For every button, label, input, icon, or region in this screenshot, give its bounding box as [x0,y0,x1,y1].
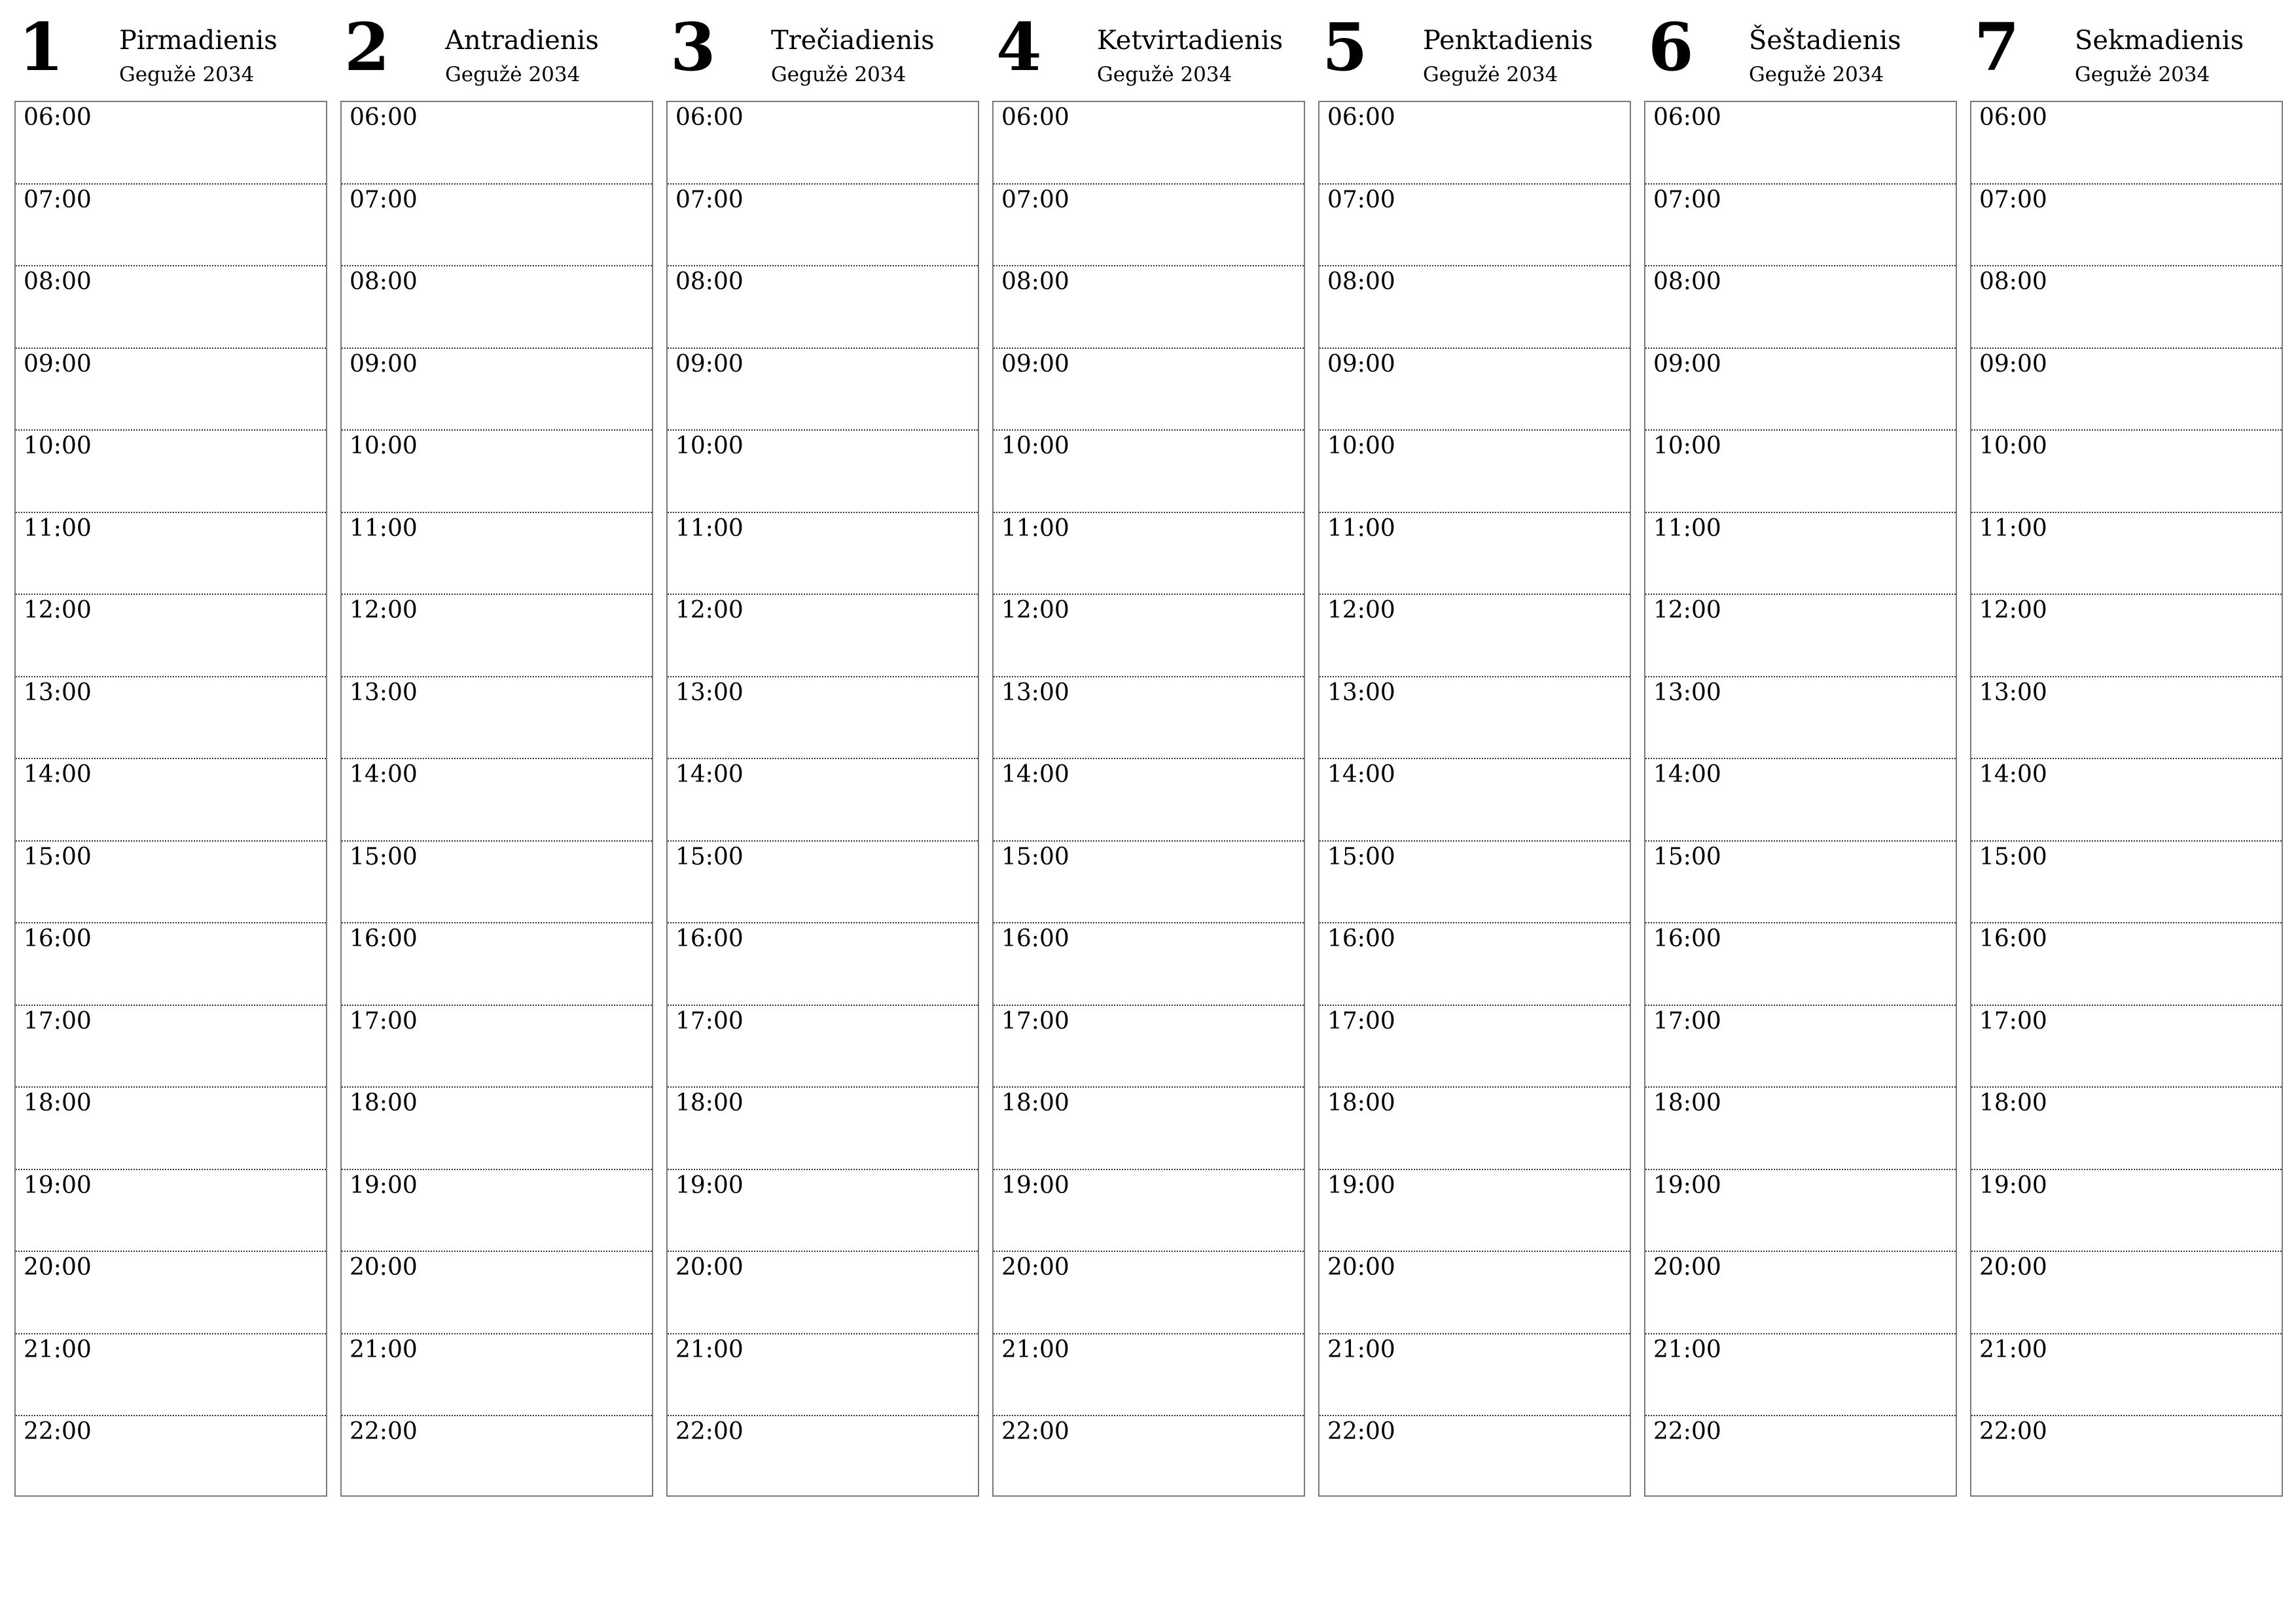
hour-slot [1645,1088,1956,1170]
hour-slot [668,1252,978,1334]
hour-label: 21:00 [1979,1336,2047,1363]
hour-slot [1645,842,1956,924]
hour-slot [342,1170,652,1253]
day-name: Pirmadienis [119,26,278,56]
hour-label: 12:00 [1653,597,1721,624]
hour-slot [342,1334,652,1417]
hour-label: 07:00 [1001,186,1069,213]
hour-label: 15:00 [675,843,744,870]
hour-label: 12:00 [24,597,92,624]
hour-label: 07:00 [24,186,92,213]
month-year-label: Gegužė 2034 [1423,63,1558,86]
hour-label: 18:00 [675,1090,744,1116]
hour-label: 06:00 [675,104,744,131]
hour-slot [1319,595,1630,677]
hour-slot [994,1334,1304,1417]
hour-label: 19:00 [1327,1171,1395,1199]
hour-slot [1971,431,2282,513]
hour-label: 10:00 [1001,433,1069,459]
hour-slot [1645,1170,1956,1253]
hour-slot [668,102,978,185]
hour-label: 14:00 [350,761,418,788]
hour-slot [342,923,652,1006]
hour-slot [1319,1170,1630,1253]
hour-slot [1319,349,1630,431]
hour-label: 16:00 [1653,925,1721,952]
hour-label: 10:00 [1327,433,1395,459]
hour-label: 15:00 [350,843,418,870]
hour-slot [994,1416,1304,1521]
hour-slot [994,1170,1304,1253]
hour-slot [1971,759,2282,842]
hour-slot [16,1006,326,1088]
hour-slot [1971,1006,2282,1088]
hour-label: 09:00 [675,350,744,378]
hour-slot [994,1252,1304,1334]
hour-slot [342,677,652,760]
hour-label: 08:00 [1653,268,1721,295]
hour-label: 22:00 [1653,1418,1721,1445]
hour-slot [668,1088,978,1170]
hour-slot [994,102,1304,185]
hour-slot [994,1088,1304,1170]
hour-label: 17:00 [350,1007,418,1035]
hour-label: 17:00 [24,1007,92,1035]
hour-slot [1971,102,2282,185]
day-number: 6 [1648,9,1694,86]
hour-slot [994,759,1304,842]
hour-label: 15:00 [1001,843,1069,870]
hour-slot [342,431,652,513]
hour-label: 20:00 [1653,1254,1721,1281]
hour-label: 06:00 [1979,104,2047,131]
hour-label: 17:00 [1979,1007,2047,1035]
hour-slot [16,759,326,842]
hour-slot [668,1416,978,1521]
hour-slot [342,349,652,431]
hour-slot [342,266,652,349]
hour-label: 11:00 [24,514,92,542]
hour-slot [994,513,1304,596]
day-name: Penktadienis [1423,26,1593,56]
hour-label: 20:00 [1001,1254,1069,1281]
hour-slot [668,349,978,431]
hour-slot [1319,102,1630,185]
hour-label: 08:00 [1327,268,1395,295]
day-name: Ketvirtadienis [1097,26,1283,56]
hour-slot [1971,677,2282,760]
hour-label: 08:00 [350,268,418,295]
hour-label: 21:00 [24,1336,92,1363]
hour-label: 21:00 [1001,1336,1069,1363]
hour-label: 13:00 [1653,679,1721,706]
hour-slot [994,923,1304,1006]
hour-label: 15:00 [1979,843,2047,870]
day-number: 7 [1974,9,2020,86]
hour-slot [1645,431,1956,513]
hour-slot [1971,1416,2282,1521]
hour-label: 16:00 [1001,925,1069,952]
hour-label: 08:00 [675,268,744,295]
hour-label: 07:00 [1327,186,1395,213]
hour-label: 09:00 [1653,350,1721,378]
hour-slot [994,677,1304,760]
hour-slot [16,1416,326,1521]
hour-slot [668,923,978,1006]
hour-label: 18:00 [1653,1090,1721,1116]
hour-slot [342,513,652,596]
hour-slot [1319,1006,1630,1088]
hour-slot [994,266,1304,349]
hour-label: 13:00 [1979,679,2047,706]
hour-slot [342,1088,652,1170]
hour-label: 14:00 [1327,761,1395,788]
month-year-label: Gegužė 2034 [119,63,255,86]
hour-slot [1319,1334,1630,1417]
hour-label: 09:00 [1001,350,1069,378]
hour-label: 20:00 [350,1254,418,1281]
hour-slot [994,349,1304,431]
day-number: 2 [344,9,390,86]
hour-slot [1319,1416,1630,1521]
hour-label: 15:00 [1327,843,1395,870]
day-number: 3 [670,9,716,86]
hour-slot [16,842,326,924]
hour-slot [994,842,1304,924]
hour-slot [342,102,652,185]
hour-label: 20:00 [1979,1254,2047,1281]
day-header [340,0,653,98]
hour-label: 10:00 [24,433,92,459]
day-header [1970,0,2283,98]
hour-label: 22:00 [1001,1418,1069,1445]
day-header [1644,0,1957,98]
hour-slot [1645,923,1956,1006]
hour-slot [1971,266,2282,349]
hour-slot [342,1006,652,1088]
hour-label: 10:00 [675,433,744,459]
day-schedule-box [14,101,327,1497]
hour-label: 06:00 [350,104,418,131]
hour-label: 08:00 [1001,268,1069,295]
hour-slot [668,595,978,677]
hour-label: 19:00 [350,1171,418,1199]
hour-label: 11:00 [350,514,418,542]
hour-slot [994,431,1304,513]
hour-label: 20:00 [24,1254,92,1281]
hour-label: 14:00 [1001,761,1069,788]
hour-label: 17:00 [1327,1007,1395,1035]
hour-label: 14:00 [675,761,744,788]
hour-slot [16,1252,326,1334]
day-number: 5 [1322,9,1368,86]
hour-slot [16,102,326,185]
hour-label: 13:00 [1327,679,1395,706]
hour-label: 16:00 [350,925,418,952]
hour-slot [1645,1334,1956,1417]
month-year-label: Gegužė 2034 [1097,63,1232,86]
hour-slot [1319,842,1630,924]
hour-slot [1319,677,1630,760]
hour-slot [1319,923,1630,1006]
hour-slot [1645,102,1956,185]
hour-slot [16,1170,326,1253]
hour-label: 11:00 [675,514,744,542]
hour-slot [16,923,326,1006]
hour-label: 21:00 [675,1336,744,1363]
hour-slot [1645,349,1956,431]
hour-label: 20:00 [675,1254,744,1281]
hour-label: 06:00 [24,104,92,131]
hour-label: 22:00 [675,1418,744,1445]
hour-label: 19:00 [675,1171,744,1199]
hour-slot [994,595,1304,677]
hour-label: 12:00 [1001,597,1069,624]
hour-slot [1319,513,1630,596]
hour-slot [342,842,652,924]
day-name: Antradienis [445,26,599,56]
hour-label: 07:00 [1979,186,2047,213]
hour-label: 19:00 [1653,1171,1721,1199]
hour-slot [1645,759,1956,842]
hour-label: 15:00 [1653,843,1721,870]
hour-label: 21:00 [1653,1336,1721,1363]
hour-slot [994,185,1304,267]
hour-slot [1319,1088,1630,1170]
day-name: Trečiadienis [771,26,935,56]
hour-label: 17:00 [1001,1007,1069,1035]
hour-slot [1971,595,2282,677]
hour-label: 06:00 [1001,104,1069,131]
hour-label: 15:00 [24,843,92,870]
hour-slot [1971,1334,2282,1417]
hour-label: 17:00 [675,1007,744,1035]
day-schedule-box [340,101,653,1497]
hour-slot [668,513,978,596]
hour-slot [1645,185,1956,267]
hour-label: 18:00 [1979,1090,2047,1116]
hour-slot [16,1088,326,1170]
hour-slot [342,759,652,842]
day-header [992,0,1305,98]
hour-label: 21:00 [1327,1336,1395,1363]
month-year-label: Gegužė 2034 [2075,63,2210,86]
hour-slot [342,1252,652,1334]
hour-slot [342,185,652,267]
hour-label: 11:00 [1327,514,1395,542]
hour-slot [1971,1170,2282,1253]
hour-label: 09:00 [1979,350,2047,378]
hour-slot [1971,923,2282,1006]
hour-slot [342,595,652,677]
hour-label: 10:00 [1979,433,2047,459]
day-schedule-box [666,101,979,1497]
day-schedule-box [1970,101,2283,1497]
hour-slot [16,349,326,431]
hour-slot [1319,185,1630,267]
hour-label: 10:00 [350,433,418,459]
hour-slot [668,1006,978,1088]
hour-slot [1645,677,1956,760]
hour-slot [668,759,978,842]
hour-label: 07:00 [1653,186,1721,213]
day-number: 4 [996,9,1042,86]
hour-slot [1319,431,1630,513]
day-schedule-box [992,101,1305,1497]
hour-label: 07:00 [675,186,744,213]
hour-slot [668,677,978,760]
hour-slot [16,1334,326,1417]
hour-label: 13:00 [675,679,744,706]
hour-label: 11:00 [1979,514,2047,542]
hour-slot [1645,513,1956,596]
hour-slot [342,1416,652,1521]
hour-label: 08:00 [24,268,92,295]
day-number: 1 [18,9,64,86]
hour-label: 18:00 [350,1090,418,1116]
hour-label: 13:00 [350,679,418,706]
hour-label: 06:00 [1327,104,1395,131]
hour-slot [16,431,326,513]
hour-label: 09:00 [1327,350,1395,378]
hour-label: 22:00 [1979,1418,2047,1445]
hour-label: 14:00 [1653,761,1721,788]
hour-label: 06:00 [1653,104,1721,131]
hour-label: 16:00 [1327,925,1395,952]
day-header [666,0,979,98]
hour-label: 18:00 [24,1090,92,1116]
hour-label: 16:00 [24,925,92,952]
month-year-label: Gegužė 2034 [771,63,906,86]
hour-slot [1971,185,2282,267]
hour-label: 18:00 [1001,1090,1069,1116]
hour-label: 19:00 [1001,1171,1069,1199]
hour-slot [1971,1252,2282,1334]
hour-label: 13:00 [24,679,92,706]
hour-label: 20:00 [1327,1254,1395,1281]
hour-label: 10:00 [1653,433,1721,459]
hour-slot [1971,349,2282,431]
hour-label: 11:00 [1653,514,1721,542]
hour-label: 08:00 [1979,268,2047,295]
day-schedule-box [1318,101,1631,1497]
day-name: Šeštadienis [1749,26,1901,56]
hour-slot [1319,759,1630,842]
hour-label: 12:00 [675,597,744,624]
hour-slot [994,1006,1304,1088]
hour-slot [16,513,326,596]
hour-slot [1319,266,1630,349]
hour-slot [1971,513,2282,596]
hour-label: 22:00 [1327,1418,1395,1445]
hour-label: 09:00 [350,350,418,378]
hour-label: 19:00 [24,1171,92,1199]
hour-slot [1645,1006,1956,1088]
hour-slot [16,266,326,349]
hour-slot [16,185,326,267]
day-schedule-box [1644,101,1957,1497]
hour-label: 16:00 [675,925,744,952]
month-year-label: Gegužė 2034 [1749,63,1884,86]
day-header [1318,0,1631,98]
hour-label: 21:00 [350,1336,418,1363]
hour-label: 07:00 [350,186,418,213]
hour-slot [668,266,978,349]
day-header [14,0,327,98]
hour-label: 22:00 [350,1418,418,1445]
hour-slot [1645,595,1956,677]
hour-slot [1971,842,2282,924]
hour-slot [16,677,326,760]
hour-slot [668,431,978,513]
hour-label: 12:00 [1327,597,1395,624]
hour-label: 12:00 [1979,597,2047,624]
hour-label: 13:00 [1001,679,1069,706]
hour-slot [668,842,978,924]
day-name: Sekmadienis [2075,26,2244,56]
hour-label: 11:00 [1001,514,1069,542]
hour-slot [668,1170,978,1253]
hour-label: 17:00 [1653,1007,1721,1035]
hour-label: 14:00 [1979,761,2047,788]
hour-slot [1319,1252,1630,1334]
hour-label: 22:00 [24,1418,92,1445]
hour-slot [1645,1416,1956,1521]
hour-label: 16:00 [1979,925,2047,952]
hour-slot [1971,1088,2282,1170]
hour-slot [668,1334,978,1417]
hour-label: 12:00 [350,597,418,624]
hour-slot [16,595,326,677]
hour-slot [668,185,978,267]
hour-label: 09:00 [24,350,92,378]
hour-label: 19:00 [1979,1171,2047,1199]
hour-label: 14:00 [24,761,92,788]
month-year-label: Gegužė 2034 [445,63,581,86]
hour-slot [1645,1252,1956,1334]
hour-label: 18:00 [1327,1090,1395,1116]
hour-slot [1645,266,1956,349]
